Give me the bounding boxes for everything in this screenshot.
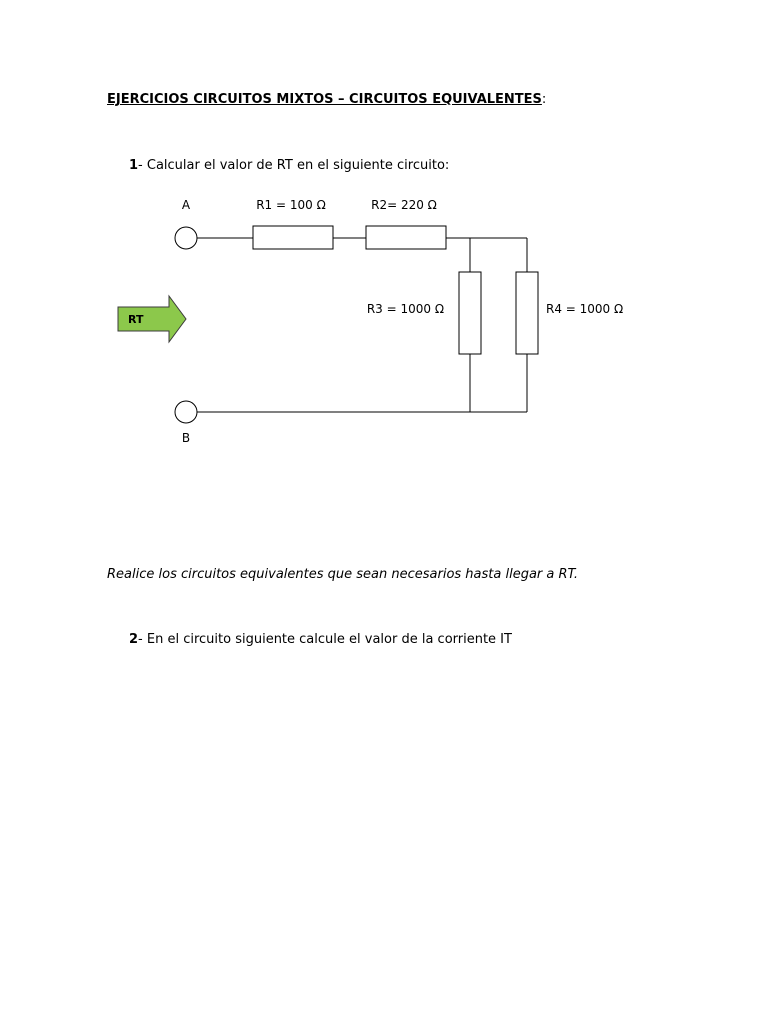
rt-arrow-label: RT [128,313,144,326]
page-title-text: EJERCICIOS CIRCUITOS MIXTOS – CIRCUITOS EQUIVALENTES [107,92,542,107]
question-2-dash: - [138,632,147,647]
terminal-b-label: B [181,431,191,445]
question-1-dash: - [138,158,147,173]
terminal-a-label: A [181,198,191,212]
resistor-r2 [366,226,446,249]
question-1-number: 1 [129,158,139,173]
terminal-b-node [175,401,197,423]
r1-label: R1 = 100 Ω [256,198,326,212]
r3-label: R3 = 1000 Ω [366,302,444,316]
page-title-colon: : [541,92,547,107]
r4-label: R4 = 1000 Ω [546,302,624,316]
terminal-a-node [175,227,197,249]
resistor-r3 [459,272,481,354]
resistor-r1 [253,226,333,249]
question-2-text: En el circuito siguiente calcule el valor de la corriente IT [146,632,512,647]
question-2 [129,632,512,647]
resistor-r4 [516,272,538,354]
question-1-text: Calcular el valor de RT en el siguiente circuito: [146,158,450,173]
question-2-number: 2 [129,632,139,647]
instruction-text: Realice los circuitos equivalentes que sean necesarios hasta llegar a RT. [107,567,579,582]
r2-label: R2= 220 Ω [371,198,437,212]
